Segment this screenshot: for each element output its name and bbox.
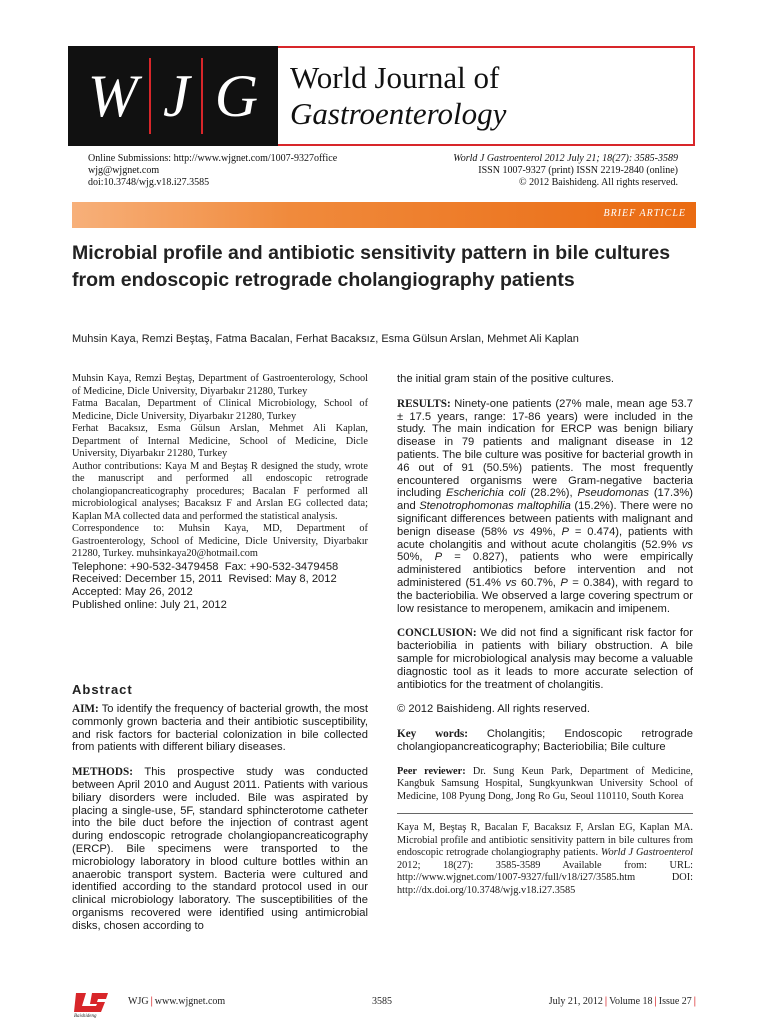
accepted-date: Accepted: May 26, 2012 <box>72 586 193 599</box>
correspondence: Correspondence to: Muhsin Kaya, MD, Department of Gastroenterology, School of Medicine, Dicle University, Diyarbakır 21280, Turkey. muhsinkaya20@hotmail.com <box>72 523 368 559</box>
logo-divider <box>201 58 203 134</box>
affiliation: Muhsin Kaya, Remzi Beştaş, Department of Gastroenterology, School of Medicine, Dicle University, Diyarbakır 21280, Turkey <box>72 373 368 397</box>
article-type-band <box>72 202 696 228</box>
issn: ISSN 1007-9327 (print) ISSN 2219-2840 (online) <box>478 165 678 176</box>
logo-letter-j: J <box>162 63 190 129</box>
footer-journal-abbr: WJG <box>128 996 149 1007</box>
page-number: 3585 <box>372 996 392 1007</box>
peer-reviewer: Peer reviewer: Dr. Sung Keun Park, Department of Medicine, Kangbuk Samsung Hospital, Sungkyunkwan University School of Medicine, 108 Pyung Dong, Jong Ro Gu, Seoul 110110, South Korea <box>397 765 693 802</box>
abstract-copyright: © 2012 Baishideng. All rights reserved. <box>397 703 590 716</box>
logo-divider <box>149 58 151 134</box>
abstract-conclusion: CONCLUSION: We did not find a significant risk factor for bacteriobilia in patients with biliary obstruction. A bile sample for microbiological analysis may become a valuable diagnostic tool as it leads to more accurate selection of antibiotics for the treatment of cholangitis. <box>397 627 693 691</box>
abstract-heading: Abstract <box>72 682 133 697</box>
abstract-methods: METHODS: This prospective study was conducted between April 2010 and August 2011. Patients with various biliary disorders were included. Bile was aspirated by placing a single-use, 5F, standard sphincterotome catheter into the bile duct before the injection of contrast agent during endoscopic retrograde cholangiopancreaticography (ERCP). Bile specimens were transported to the microbiology laboratory in blood culture bottles within an anaerobic transport system. Bacteria were cultured and identified according to the standard protocol used in our clinical microbiology laboratory. The susceptibilities of the organisms recovered were identified using antimicrobial disks, chosen according to <box>72 766 368 932</box>
affiliation: Fatma Bacalan, Department of Clinical Microbiology, School of Medicine, Dicle University, Diyarbakır 21280, Turkey <box>72 398 368 422</box>
footer-website[interactable]: www.wjgnet.com <box>154 996 226 1007</box>
keywords: Key words: Cholangitis; Endoscopic retrograde cholangiopancreaticography; Bacteriobilia; Bile culture <box>397 728 693 753</box>
submission-url[interactable]: Online Submissions: http://www.wjgnet.com/1007-9327office <box>88 153 338 164</box>
published-date: Published online: July 21, 2012 <box>72 598 227 611</box>
journal-logo <box>68 46 278 146</box>
logo-letter-w: W <box>87 63 138 129</box>
citation-info <box>453 153 678 189</box>
article-type-label: BRIEF ARTICLE <box>603 208 686 219</box>
abstract-left <box>72 703 368 933</box>
abstract-aim: AIM: To identify the frequency of bacterial growth, the most commonly grown bacteria and their antibiotic susceptibility, and risk factors for bacterial colonization in bile collected from patients with different biliary diseases. <box>72 703 369 754</box>
author-contributions: Author contributions: Kaya M and Beştaş R designed the study, wrote the manuscript and performed all endoscopic retrograde cholangiopancreaticography procedures; Bacalan F performed all microbiological analyses; Bacaksız F and Arslan EG collected data; Kaplan MA collected data and performed the statistical analysis. <box>72 460 368 522</box>
abstract-results: RESULTS: Ninety-one patients (27% male, mean age 53.7 ± 17.5 years, range: 17-86 years) were included in the study. The main indication for ERCP was benign biliary disease in 79 patients and malignant disease in 12 patients. The bile culture was positive for bacterial growth in 46 out of 91 (50.5%) patients. The most frequently encountered organisms were Gram-negative bacteria including Escherichia coli (28.2%), Pseudomonas (17.3%) and Stenotrophomonas maltophilia (15.2%). There were no significant differences between patients with malignant and benign disease (58% vs 49%, P = 0.474), patients with acute cholangitis and without acute cholangitis (52.9% vs 50%, P = 0.827), patients who were empirically administered antibiotics before intervention and not administered (51.4% vs 60.7%, P = 0.384), with regard to the bacteriobilia. We observed a large covering spectrum or low resistance to meropenem, amikacin and imipenem. <box>397 397 694 615</box>
baishideng-logo <box>72 990 117 1018</box>
submission-info <box>88 153 337 189</box>
header-copyright: © 2012 Baishideng. All rights reserved. <box>519 177 678 188</box>
submission-email[interactable]: wjg@wjgnet.com <box>88 165 160 176</box>
journal-citation: World J Gastroenterol 2012 July 21; 18(27): 3585-3589 <box>453 153 678 164</box>
received-date: Received: December 15, 2011 Revised: May 8, 2012 <box>72 573 337 586</box>
logo-letter-g: G <box>214 63 259 129</box>
article-doi: doi:10.3748/wjg.v18.i27.3585 <box>88 177 210 188</box>
journal-name-line2: Gastroenterology <box>290 96 507 131</box>
contact-phone-fax: Telephone: +90-532-3479458 Fax: +90-532-3479458 <box>72 560 339 573</box>
footer-issue-info: July 21, 2012 | Volume 18 | Issue 27 | <box>548 996 696 1007</box>
page-footer: WJG | www.wjgnet.com 3585 July 21, 2012 | Volume 18 | Issue 27 | <box>128 996 696 1007</box>
citation-divider <box>397 813 693 814</box>
baishideng-logo-text: Baishideng <box>74 1014 97 1018</box>
how-to-cite: Kaya M, Beştaş R, Bacalan F, Bacaksız F, Arslan EG, Kaplan MA. Microbial profile and antibiotic sensitivity pattern in bile cultures from endoscopic retrograde cholangiography patients. World J Gastroenterol 2012; 18(27): 3585-3589 Available from: URL: http://www.wjgnet.com/1007-9327/full/v18/i27/3585.htm DOI: http://dx.doi.org/10.3748/wjg.v18.i27.3585 <box>397 822 693 896</box>
article-title: Microbial profile and antibiotic sensitivity pattern in bile cultures from endoscopic retrograde cholangiography patients <box>72 242 671 291</box>
abstract-methods-cont: the initial gram stain of the positive cultures. <box>397 373 615 385</box>
left-column <box>72 373 368 612</box>
journal-name <box>290 60 506 132</box>
journal-name-line1: World Journal of <box>290 60 500 95</box>
right-column <box>397 373 693 897</box>
author-list: Muhsin Kaya, Remzi Beştaş, Fatma Bacalan, Ferhat Bacaksız, Esma Gülsun Arslan, Mehmet Ali Kaplan <box>72 333 579 345</box>
affiliation: Ferhat Bacaksız, Esma Gülsun Arslan, Mehmet Ali Kaplan, Department of Internal Medicine, School of Medicine, Dicle University, Diyarbakır 21280, Turkey <box>72 423 368 459</box>
